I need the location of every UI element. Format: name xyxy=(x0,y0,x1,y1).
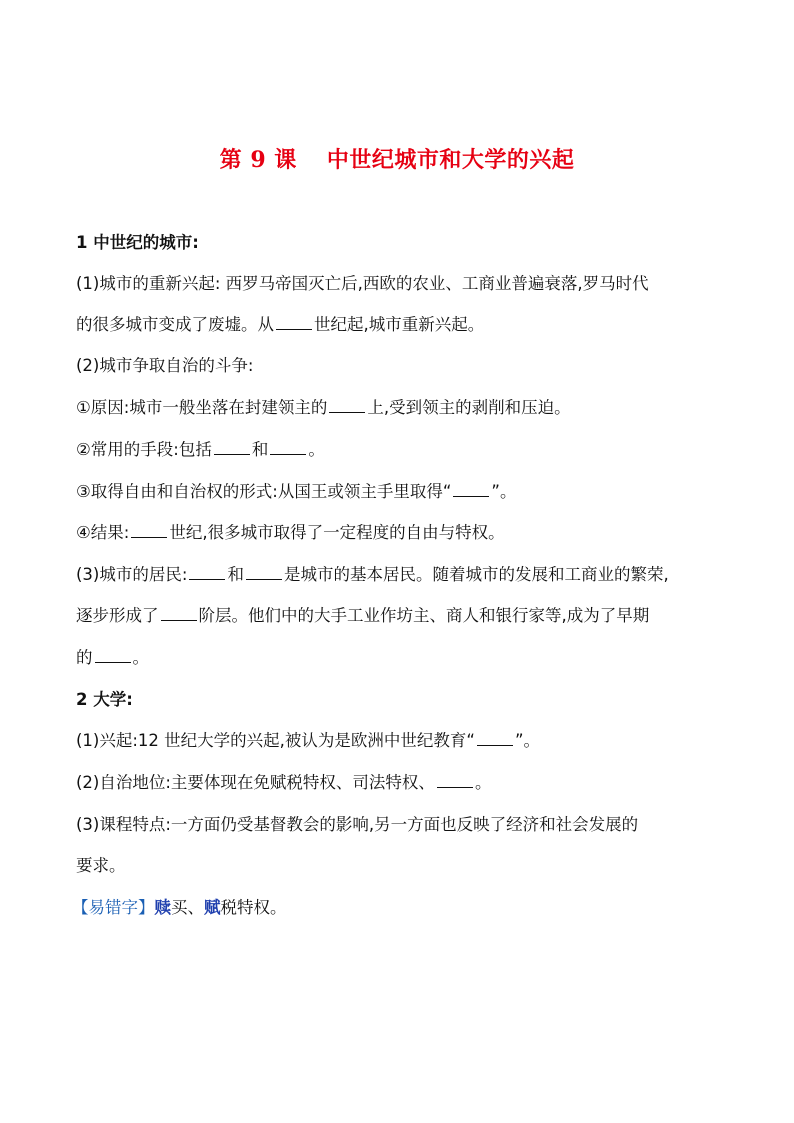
paragraph-7: (3)城市的居民: 和 是城市的基本居民。随着城市的发展和工商业的繁荣, xyxy=(76,565,669,584)
fill-blank[interactable] xyxy=(131,522,167,538)
fill-blank[interactable] xyxy=(477,730,513,746)
paragraph-13: 要求。 xyxy=(76,856,126,875)
paragraph-12: (3)课程特点:一方面仍受基督教会的影响,另一方面也反映了经济和社会发展的 xyxy=(76,815,639,834)
typo-tip: 【易错字】赎买、赋税特权。 xyxy=(72,898,287,917)
fill-blank[interactable] xyxy=(189,564,225,580)
paragraph-6: ④结果: 世纪,很多城市取得了一定程度的自由与特权。 xyxy=(76,523,505,542)
lesson-number: 第 9 课 xyxy=(219,147,297,173)
paragraph-8: 逐步形成了 阶层。他们中的大手工业作坊主、商人和银行家等,成为了早期 xyxy=(76,606,650,625)
typo-char-2: 赋 xyxy=(204,898,221,917)
paragraph-4: ②常用的手段:包括 和 。 xyxy=(76,440,325,459)
fill-blank[interactable] xyxy=(453,481,489,497)
paragraph-3: ①原因:城市一般坐落在封建领主的 上,受到领主的剥削和压迫。 xyxy=(76,398,571,417)
paragraph-9: 的 。 xyxy=(76,648,149,667)
lesson-title xyxy=(0,143,794,174)
section-1-heading: 1 中世纪的城市: xyxy=(76,233,199,252)
fill-blank[interactable] xyxy=(161,605,197,621)
fill-blank[interactable] xyxy=(437,772,473,788)
paragraph-5: ③取得自由和自治权的形式:从国王或领主手里取得“ ”。 xyxy=(76,482,517,501)
fill-blank[interactable] xyxy=(95,647,131,663)
paragraph-10: (1)兴起:12 世纪大学的兴起,被认为是欧洲中世纪教育“ ”。 xyxy=(76,731,541,750)
lesson-name: 中世纪城市和大学的兴起 xyxy=(326,147,575,173)
typo-char-1: 赎 xyxy=(154,898,171,917)
fill-blank[interactable] xyxy=(214,439,250,455)
fill-blank[interactable] xyxy=(329,397,365,413)
fill-blank[interactable] xyxy=(270,439,306,455)
fill-blank[interactable] xyxy=(276,314,312,330)
fill-blank[interactable] xyxy=(246,564,282,580)
section-2-heading: 2 大学: xyxy=(76,690,133,709)
paragraph-2: (2)城市争取自治的斗争: xyxy=(76,356,254,375)
typo-tip-label: 【易错字】 xyxy=(72,898,155,917)
paragraph-1a: (1)城市的重新兴起: 西罗马帝国灭亡后,西欧的农业、工商业普遍衰落,罗马时代 xyxy=(76,274,649,293)
paragraph-11: (2)自治地位:主要体现在免赋税特权、司法特权、 。 xyxy=(76,773,492,792)
paragraph-1b: 的很多城市变成了废墟。从 世纪起,城市重新兴起。 xyxy=(76,315,485,334)
